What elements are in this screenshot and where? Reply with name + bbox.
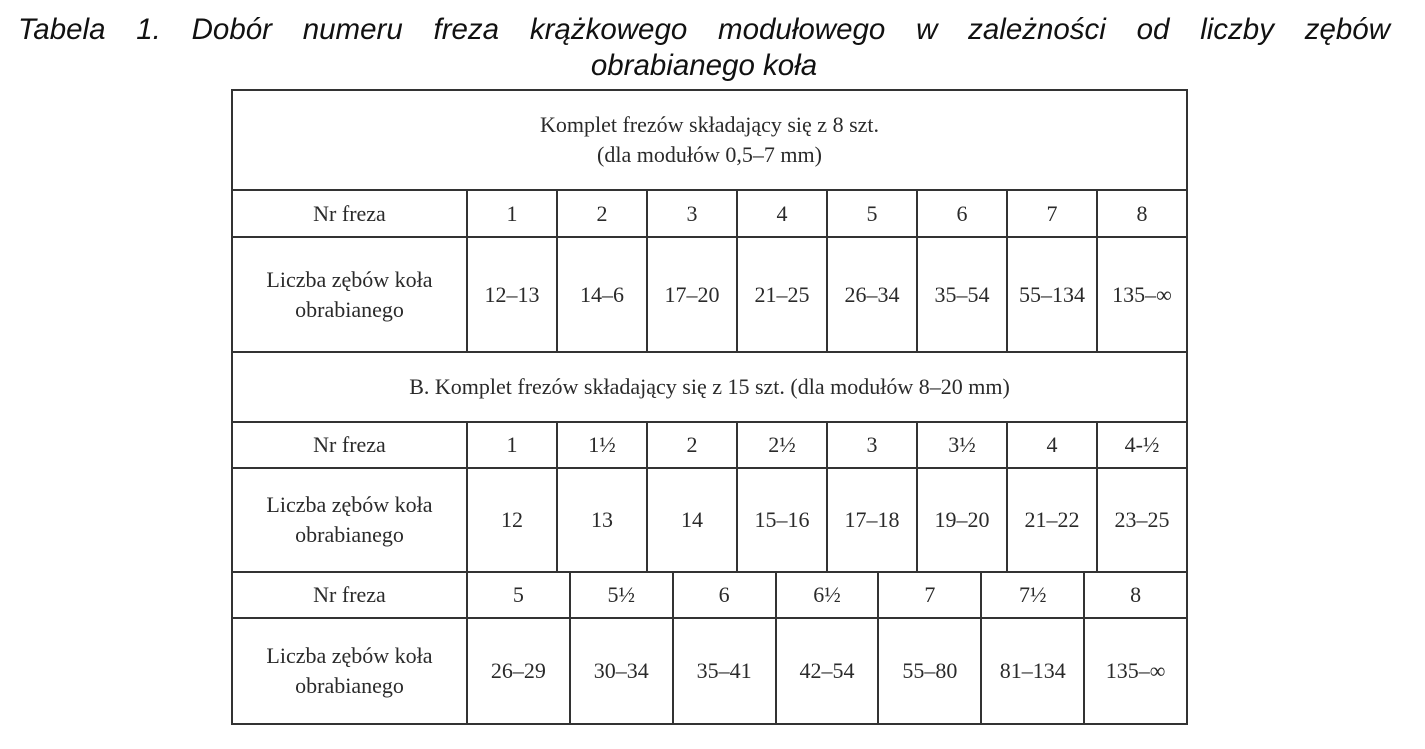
teeth-range-cell: 14 [646, 469, 736, 571]
row-label-teeth-line-2: obrabianego [295, 673, 404, 698]
cutter-number-cell: 8 [1096, 191, 1186, 236]
cutter-number-cell: 7½ [980, 573, 1083, 617]
cutter-number-cell: 3 [646, 191, 736, 236]
section-b-nr-row-1 [233, 421, 1186, 467]
teeth-range-cell: 35–54 [916, 238, 1006, 351]
cutter-number-cell: 4-½ [1096, 423, 1186, 467]
cutter-number-cell: 6½ [775, 573, 878, 617]
teeth-range-cell: 17–18 [826, 469, 916, 571]
teeth-range-cell: 17–20 [646, 238, 736, 351]
cutter-number-cell: 1½ [556, 423, 646, 467]
teeth-range-cell: 55–80 [877, 619, 980, 723]
cutter-number-cell: 2½ [736, 423, 826, 467]
cutter-number-cell: 2 [646, 423, 736, 467]
teeth-range-cell: 21–25 [736, 238, 826, 351]
section-b-nr-row-2 [233, 571, 1186, 617]
section-a-teeth-row [233, 236, 1186, 351]
teeth-range-cell: 35–41 [672, 619, 775, 723]
teeth-range-cell: 12 [466, 469, 556, 571]
section-a-title-line-1: Komplet frezów składający się z 8 szt. [539, 112, 880, 137]
cutter-selection-table [231, 89, 1188, 725]
cutter-number-cell: 5½ [569, 573, 672, 617]
teeth-range-cell: 26–34 [826, 238, 916, 351]
section-a-title [233, 91, 1186, 189]
section-b-header-row [233, 351, 1186, 421]
teeth-range-cell: 55–134 [1006, 238, 1096, 351]
teeth-range-cell: 81–134 [980, 619, 1083, 723]
row-label-teeth [233, 238, 466, 351]
section-b-teeth-row-1 [233, 467, 1186, 571]
row-label-teeth-line-1: Liczba zębów koła [266, 643, 433, 668]
cutter-number-cell: 3 [826, 423, 916, 467]
cutter-number-cell: 7 [1006, 191, 1096, 236]
row-label-nr: Nr freza [313, 432, 386, 457]
teeth-range-cell: 14–6 [556, 238, 646, 351]
row-label-nr: Nr freza [313, 582, 386, 607]
cutter-number-cell: 5 [826, 191, 916, 236]
teeth-range-cell: 21–22 [1006, 469, 1096, 571]
row-label-teeth [233, 619, 466, 723]
teeth-range-cell: 19–20 [916, 469, 1006, 571]
cutter-number-cell: 3½ [916, 423, 1006, 467]
cutter-number-cell: 1 [466, 423, 556, 467]
teeth-range-cell: 42–54 [775, 619, 878, 723]
cutter-number-cell: 8 [1083, 573, 1186, 617]
cutter-number-cell: 5 [466, 573, 569, 617]
caption-line-2: obrabianego koła [590, 49, 818, 82]
cutter-number-cell: 6 [916, 191, 1006, 236]
section-a-nr-row [233, 189, 1186, 236]
section-b-title: B. Komplet frezów składający się z 15 szt. (dla modułów 8–20 mm) [409, 374, 1010, 399]
row-label-teeth-line-2: obrabianego [295, 522, 404, 547]
teeth-range-cell: 23–25 [1096, 469, 1186, 571]
cutter-number-cell: 2 [556, 191, 646, 236]
row-label-teeth-line-1: Liczba zębów koła [266, 492, 433, 517]
row-label-teeth-line-2: obrabianego [295, 296, 404, 322]
section-a-title-line-2: (dla modułów 0,5–7 mm) [597, 142, 822, 167]
teeth-range-cell: 13 [556, 469, 646, 571]
caption-line-1: Tabela 1. Dobór numeru freza krążkowego modułowego w zależności od liczby zębów [18, 13, 1390, 46]
teeth-range-cell: 15–16 [736, 469, 826, 571]
cutter-number-cell: 7 [877, 573, 980, 617]
table-caption [18, 12, 1390, 84]
cutter-number-cell: 6 [672, 573, 775, 617]
teeth-range-cell: 30–34 [569, 619, 672, 723]
cutter-number-cell: 4 [1006, 423, 1096, 467]
cutter-number-cell: 1 [466, 191, 556, 236]
section-b-teeth-row-2 [233, 617, 1186, 723]
row-label-teeth-line-1: Liczba zębów koła [266, 266, 433, 292]
row-label-teeth [233, 469, 466, 571]
cutter-number-cell: 4 [736, 191, 826, 236]
teeth-range-cell: 135–∞ [1096, 238, 1186, 351]
teeth-range-cell: 12–13 [466, 238, 556, 351]
section-a-header-row [233, 91, 1186, 189]
teeth-range-cell: 135–∞ [1083, 619, 1186, 723]
teeth-range-cell: 26–29 [466, 619, 569, 723]
row-label-nr: Nr freza [313, 200, 386, 226]
